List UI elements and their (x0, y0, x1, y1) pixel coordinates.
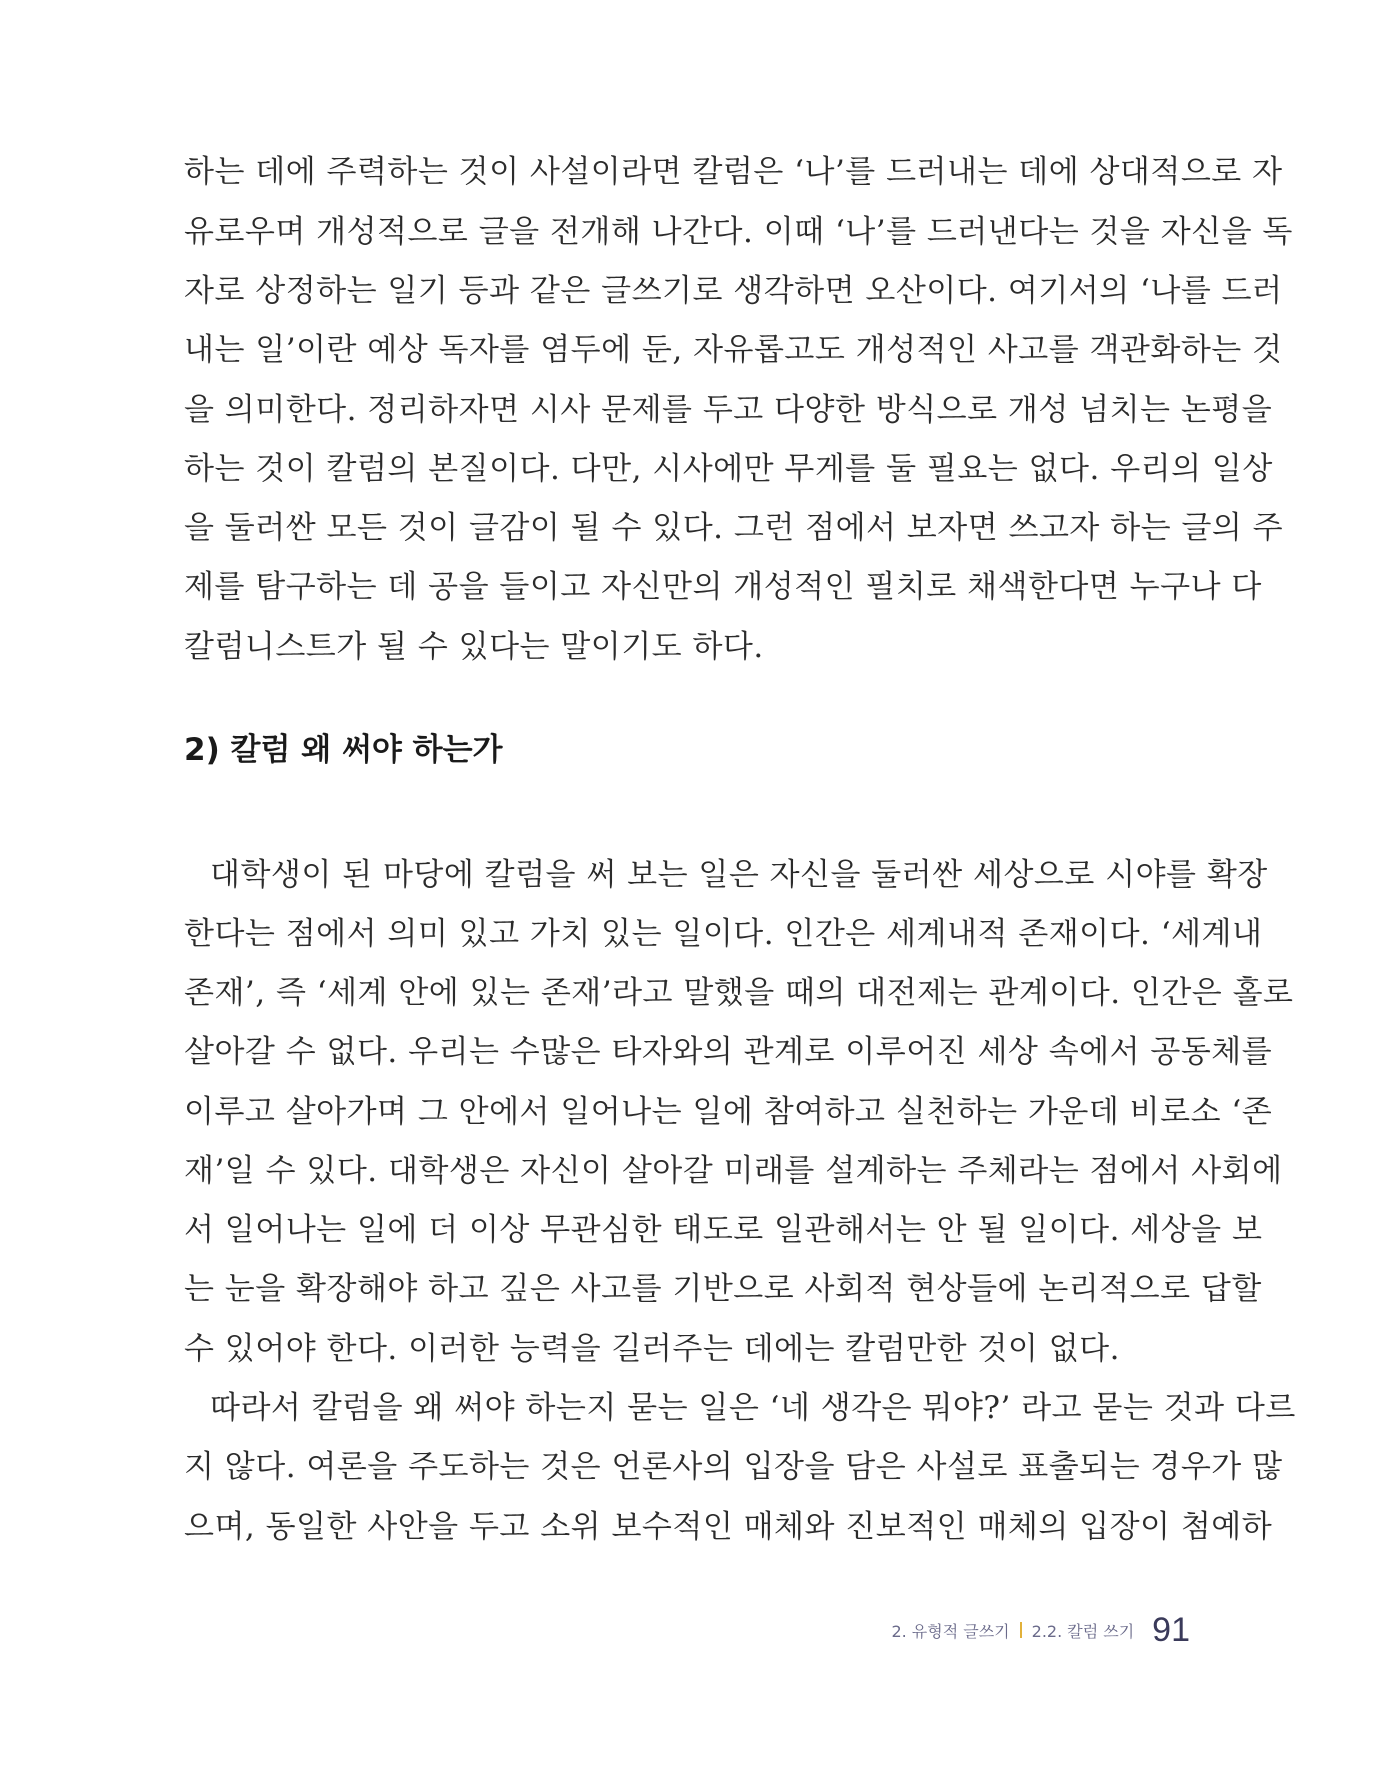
text-line: 이루고 살아가며 그 안에서 일어나는 일에 참여하고 실천하는 가운데 비로소 ‘존 (184, 1094, 1273, 1130)
section-heading: 2) 칼럼 왜 써야 하는가 (184, 732, 503, 768)
text-line: 살아갈 수 없다. 우리는 수많은 타자와의 관계로 이루어진 세상 속에서 공동체를 (184, 1034, 1273, 1070)
text-line: 대학생이 된 마당에 칼럼을 써 보는 일은 자신을 둘러싼 세상으로 시야를 확장 (210, 857, 1268, 893)
footer-section: 2.2. 칼럼 쓰기 (1031, 1621, 1135, 1641)
footer-chapter: 2. 유형적 글쓰기 (891, 1621, 1010, 1641)
text-line: 한다는 점에서 의미 있고 가치 있는 일이다. 인간은 세계내적 존재이다. ‘세계내 (184, 916, 1263, 952)
page-footer (891, 1608, 1190, 1652)
text-line: 내는 일’이란 예상 독자를 염두에 둔, 자유롭고도 개성적인 사고를 객관화하는 것 (184, 332, 1283, 368)
text-line: 재’일 수 있다. 대학생은 자신이 살아갈 미래를 설계하는 주체라는 점에서 사회에 (184, 1153, 1283, 1189)
text-line: 을 의미한다. 정리하자면 시사 문제를 두고 다양한 방식으로 개성 넘치는 논평을 (184, 392, 1273, 428)
text-line: 으며, 동일한 사안을 두고 소위 보수적인 매체와 진보적인 매체의 입장이 첨예하 (184, 1509, 1273, 1545)
footer-separator (1020, 1622, 1022, 1638)
page-number: 91 (1152, 1610, 1190, 1649)
text-line: 지 않다. 여론을 주도하는 것은 언론사의 입장을 담은 사설로 표출되는 경우가 많 (184, 1449, 1283, 1485)
text-line: 칼럼니스트가 될 수 있다는 말이기도 하다. (184, 629, 764, 665)
text-line: 자로 상정하는 일기 등과 같은 글쓰기로 생각하면 오산이다. 여기서의 ‘나를 드러 (184, 273, 1283, 309)
text-line: 제를 탐구하는 데 공을 들이고 자신만의 개성적인 필치로 채색한다면 누구나 다 (184, 569, 1262, 605)
text-line: 유로우며 개성적으로 글을 전개해 나간다. 이때 ‘나’를 드러낸다는 것을 자신을 독 (184, 214, 1293, 250)
text-line: 하는 데에 주력하는 것이 사설이라면 칼럼은 ‘나’를 드러내는 데에 상대적으로 자 (184, 154, 1283, 190)
text-line: 서 일어나는 일에 더 이상 무관심한 태도로 일관해서는 안 될 일이다. 세상을 보 (184, 1212, 1263, 1248)
text-line: 하는 것이 칼럼의 본질이다. 다만, 시사에만 무게를 둘 필요는 없다. 우리의 일상 (184, 451, 1273, 487)
text-line: 따라서 칼럼을 왜 써야 하는지 묻는 일은 ‘네 생각은 뭐야?’ 라고 묻는 것과 다르 (210, 1390, 1296, 1426)
text-line: 을 둘러싼 모든 것이 글감이 될 수 있다. 그런 점에서 보자면 쓰고자 하는 글의 주 (184, 510, 1284, 546)
text-line: 수 있어야 한다. 이러한 능력을 길러주는 데에는 칼럼만한 것이 없다. (184, 1331, 1120, 1367)
text-line: 는 눈을 확장해야 하고 깊은 사고를 기반으로 사회적 현상들에 논리적으로 답할 (184, 1271, 1262, 1307)
text-line: 존재’, 즉 ‘세계 안에 있는 존재’라고 말했을 때의 대전제는 관계이다. 인간은 홀로 (184, 975, 1294, 1011)
